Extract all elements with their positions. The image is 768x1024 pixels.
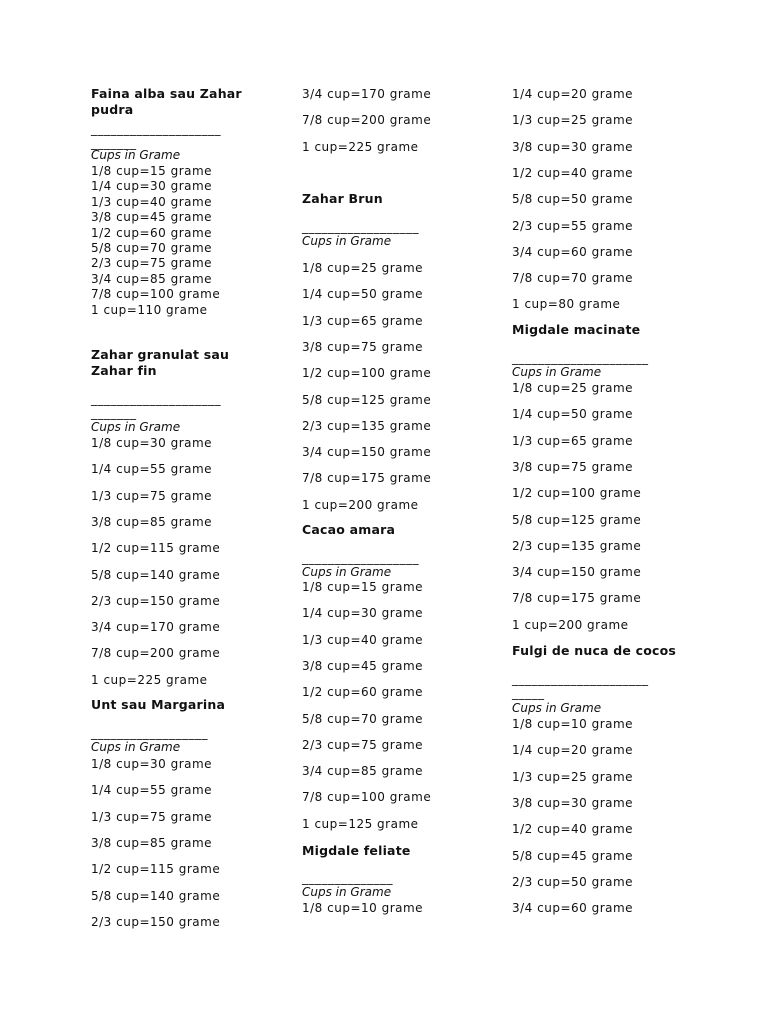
- rule-segment: _____________________: [512, 351, 649, 365]
- rule-segment: ____________________: [91, 122, 221, 136]
- section-title: Faina alba sau Zahar pudra: [91, 86, 242, 117]
- conversion-row: 2/3 cup=75 grame: [302, 737, 424, 752]
- rule-segment: ____________________: [91, 392, 221, 406]
- column-subheading: Cups in Grame: [512, 701, 602, 715]
- conversion-row: 3/8 cup=85 grame: [91, 514, 213, 529]
- underline-rule: [91, 392, 221, 420]
- rule-segment: __________________: [91, 726, 208, 740]
- conversion-row: 1/2 cup=100 grame: [302, 366, 432, 381]
- underline-rule: [91, 726, 208, 740]
- underline-rule: [302, 220, 419, 234]
- section-title: Zahar granulat sau Zahar fin: [91, 347, 230, 378]
- column-subheading: Cups in Grame: [302, 565, 392, 579]
- rule-segment: _____________________: [512, 672, 649, 686]
- conversion-row: 7/8 cup=175 grame: [512, 591, 642, 606]
- conversion-row: 5/8 cup=140 grame: [91, 567, 221, 582]
- conversion-row: 1/8 cup=30 grame: [91, 436, 213, 450]
- conversion-row: 5/8 cup=50 grame: [512, 192, 634, 207]
- underline-rule: [512, 672, 649, 700]
- conversion-row: 7/8 cup=70 grame: [512, 271, 634, 286]
- conversion-row: 1/4 cup=20 grame: [512, 87, 634, 101]
- conversion-row: 1/2 cup=40 grame: [512, 822, 634, 837]
- conversion-row: 1/8 cup=10 grame: [302, 901, 424, 915]
- column-subheading: Cups in Grame: [91, 148, 181, 162]
- rule-segment: __________________: [302, 551, 419, 565]
- conversion-row: 1/8 cup=25 grame: [302, 261, 424, 275]
- underline-rule: [302, 871, 393, 885]
- rule-segment: __________________: [302, 220, 419, 234]
- column-subheading: Cups in Grame: [91, 740, 181, 754]
- conversion-row: 3/8 cup=45 grame: [302, 658, 424, 673]
- conversion-row: 1/4 cup=20 grame: [512, 743, 634, 758]
- section-title: Fulgi de nuca de cocos: [512, 643, 677, 658]
- conversion-row: 1/4 cup=50 grame: [302, 287, 424, 302]
- conversion-row: 7/8 cup=100 grame: [91, 287, 221, 302]
- section-title: Migdale feliate: [302, 843, 411, 858]
- conversion-row: 1/3 cup=75 grame: [91, 809, 213, 824]
- conversion-row: 1/3 cup=40 grame: [302, 632, 424, 647]
- conversion-row: 3/4 cup=85 grame: [302, 764, 424, 779]
- conversion-row: 1/4 cup=55 grame: [91, 462, 213, 477]
- column-subheading: Cups in Grame: [512, 365, 602, 379]
- conversion-row: 2/3 cup=150 grame: [91, 593, 221, 608]
- conversion-row: 1/2 cup=115 grame: [91, 862, 221, 877]
- conversion-row: 5/8 cup=125 grame: [302, 392, 432, 407]
- underline-rule: [512, 351, 649, 365]
- conversion-row: 1 cup=225 grame: [302, 139, 419, 154]
- conversion-row: 2/3 cup=75 grame: [91, 256, 213, 271]
- conversion-row: 1 cup=125 grame: [302, 816, 419, 831]
- section-title: Migdale macinate: [512, 322, 641, 337]
- column-subheading: Cups in Grame: [91, 420, 181, 434]
- conversion-row: 5/8 cup=70 grame: [91, 241, 213, 255]
- conversion-row: 3/4 cup=60 grame: [512, 244, 634, 259]
- conversion-row: 3/8 cup=45 grame: [91, 210, 213, 225]
- conversion-row: 1/4 cup=55 grame: [91, 783, 213, 798]
- conversion-row: 5/8 cup=70 grame: [302, 711, 424, 726]
- conversion-row: 1/4 cup=30 grame: [302, 606, 424, 621]
- conversion-row: 3/8 cup=85 grame: [91, 835, 213, 850]
- section-title: Unt sau Margarina: [91, 697, 226, 712]
- section-title: Cacao amara: [302, 522, 396, 537]
- conversion-row: 1 cup=80 grame: [512, 297, 621, 312]
- conversion-row: 1 cup=225 grame: [91, 672, 208, 687]
- conversion-row: 3/8 cup=30 grame: [512, 139, 634, 154]
- conversion-row: 1/4 cup=50 grame: [512, 407, 634, 422]
- rule-segment: _______: [91, 136, 137, 150]
- conversion-row: 1/8 cup=30 grame: [91, 757, 213, 771]
- conversion-row: 1/4 cup=30 grame: [91, 179, 213, 194]
- conversion-row: 2/3 cup=50 grame: [512, 874, 634, 889]
- conversion-row: 1/3 cup=65 grame: [512, 433, 634, 448]
- conversion-row: 3/8 cup=75 grame: [302, 339, 424, 354]
- conversion-row: 1/8 cup=25 grame: [512, 381, 634, 395]
- conversion-row: 1/3 cup=65 grame: [302, 313, 424, 328]
- conversion-row: 1/2 cup=100 grame: [512, 486, 642, 501]
- conversion-row: 1/3 cup=40 grame: [91, 194, 213, 209]
- conversion-row: 3/8 cup=30 grame: [512, 795, 634, 810]
- conversion-row: 1/8 cup=10 grame: [512, 717, 634, 731]
- conversion-row: 2/3 cup=135 grame: [302, 418, 432, 433]
- conversion-row: 2/3 cup=55 grame: [512, 218, 634, 233]
- conversion-row: 5/8 cup=140 grame: [91, 888, 221, 903]
- conversion-row: 5/8 cup=125 grame: [512, 512, 642, 527]
- conversion-row: 3/4 cup=60 grame: [512, 901, 634, 916]
- conversion-row: 1/3 cup=75 grame: [91, 488, 213, 503]
- underline-rule: [302, 551, 419, 565]
- conversion-row: 2/3 cup=150 grame: [91, 914, 221, 929]
- column-subheading: Cups in Grame: [302, 234, 392, 248]
- conversion-row: 1/3 cup=25 grame: [512, 769, 634, 784]
- conversion-row: 3/4 cup=170 grame: [91, 620, 221, 635]
- underline-rule: [91, 122, 221, 150]
- conversion-row: 1/2 cup=40 grame: [512, 165, 634, 180]
- conversion-row: 1/8 cup=15 grame: [91, 164, 213, 178]
- conversion-row: 7/8 cup=175 grame: [302, 471, 432, 486]
- conversion-row: 1/2 cup=60 grame: [302, 685, 424, 700]
- conversion-row: 1/2 cup=115 grame: [91, 541, 221, 556]
- conversion-row: 7/8 cup=100 grame: [302, 790, 432, 805]
- conversion-row: 1/2 cup=60 grame: [91, 225, 213, 240]
- conversion-row: 3/4 cup=150 grame: [512, 565, 642, 580]
- rule-segment: ______________: [302, 871, 393, 885]
- conversion-row: 3/8 cup=75 grame: [512, 459, 634, 474]
- column-subheading: Cups in Grame: [302, 885, 392, 899]
- conversion-row: 3/4 cup=150 grame: [302, 445, 432, 460]
- section-title: Zahar Brun: [302, 191, 383, 206]
- conversion-row: 1/3 cup=25 grame: [512, 113, 634, 128]
- conversion-row: 7/8 cup=200 grame: [91, 646, 221, 661]
- conversion-row: 1 cup=110 grame: [91, 302, 208, 317]
- conversion-row: 5/8 cup=45 grame: [512, 848, 634, 863]
- conversion-row: 3/4 cup=85 grame: [91, 271, 213, 286]
- rule-segment: _____: [512, 686, 545, 700]
- conversion-row: 1 cup=200 grame: [302, 497, 419, 512]
- conversion-row: 3/4 cup=170 grame: [302, 87, 432, 101]
- rule-segment: _______: [91, 406, 137, 420]
- conversion-row: 1 cup=200 grame: [512, 617, 629, 632]
- conversion-row: 7/8 cup=200 grame: [302, 113, 432, 128]
- conversion-row: 1/8 cup=15 grame: [302, 580, 424, 594]
- conversion-row: 2/3 cup=135 grame: [512, 538, 642, 553]
